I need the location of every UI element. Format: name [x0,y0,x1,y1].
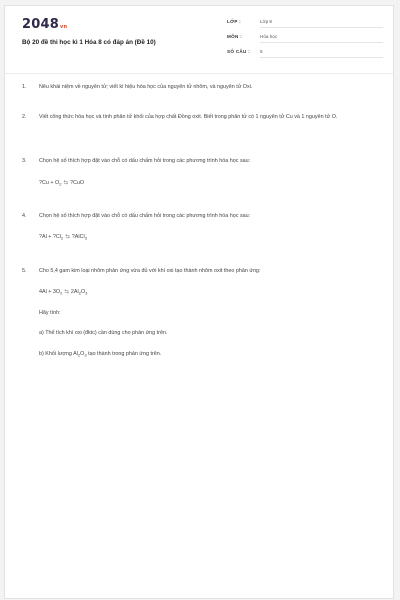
site-logo[interactable]: 2048vn [22,17,68,32]
meta-class-value: Lớp 8 [260,19,383,28]
question-number: 3. [22,158,27,164]
question-5-part-b: b) Khối lượng $Al_2O_3$ tạo thành trong phản ứng trên. [39,351,162,358]
question-text: Nêu khái niệm về nguyên tử; viết kí hiệu hóa học của nguyên tử nhôm, và nguyên tử Oxi. [39,84,253,90]
question-text: Chọn hệ số thích hợp đặt vào chỗ có dấu chấm hỏi trong các phương trình hóa học sau: [39,213,251,219]
question-number: 2. [22,114,27,120]
meta-class-label: LỚP : [227,19,242,24]
question-5-prompt: Hãy tính: [39,310,61,316]
meta-question-count-label: SỐ CÂU : [227,49,251,54]
logo-suffix: vn [59,24,68,30]
equilibrium-arrow-icon: ⇆ [63,180,68,186]
question-text: Cho 5,4 gam kim loại nhôm phản ứng vừa đủ với khí oxi tạo thành nhôm oxit theo phản ứng: [39,268,261,274]
meta-subject [227,32,385,43]
equation-5: $4Al + 3O_2$ ⇆ $2Al_2O_3$ [39,289,88,296]
question-number: 4. [22,213,27,219]
equilibrium-arrow-icon: ⇆ [65,234,70,240]
header-divider [5,73,393,74]
meta-question-count-value: 5 [260,49,383,58]
question-text: Chọn hệ số thích hợp đặt vào chỗ có dấu chấm hỏi trong các phương trình hóa học sau: [39,158,251,164]
question-number: 5. [22,268,27,274]
equation-4: ?Al + $?Cl_2$ ⇆ ?AlCl$_3$ [39,234,87,241]
equation-3: ?Cu + $O_2$ ⇆ ?CuO [39,180,85,187]
meta-subject-value: Hóa học [260,34,383,43]
meta-question-count [227,47,385,58]
question-number: 1. [22,84,27,90]
equilibrium-arrow-icon: ⇆ [64,289,69,295]
question-text: Viết công thức hóa học và tính phân tử khối của hợp chất Đồng oxit. Biết trong phân tử có 1 nguyên tử Cu và 1 nguyên tử O. [39,114,338,120]
worksheet-header [5,6,393,68]
worksheet-page [4,5,394,599]
document-title: Bộ 20 đề thi học kì 1 Hóa 8 có đáp án (Đề 10) [22,39,156,46]
meta-subject-label: MÔN : [227,34,243,39]
question-5-part-a: a) Thể tích khí oxi (đktc) cần dùng cho phản ứng trên. [39,330,168,336]
meta-class [227,17,385,28]
